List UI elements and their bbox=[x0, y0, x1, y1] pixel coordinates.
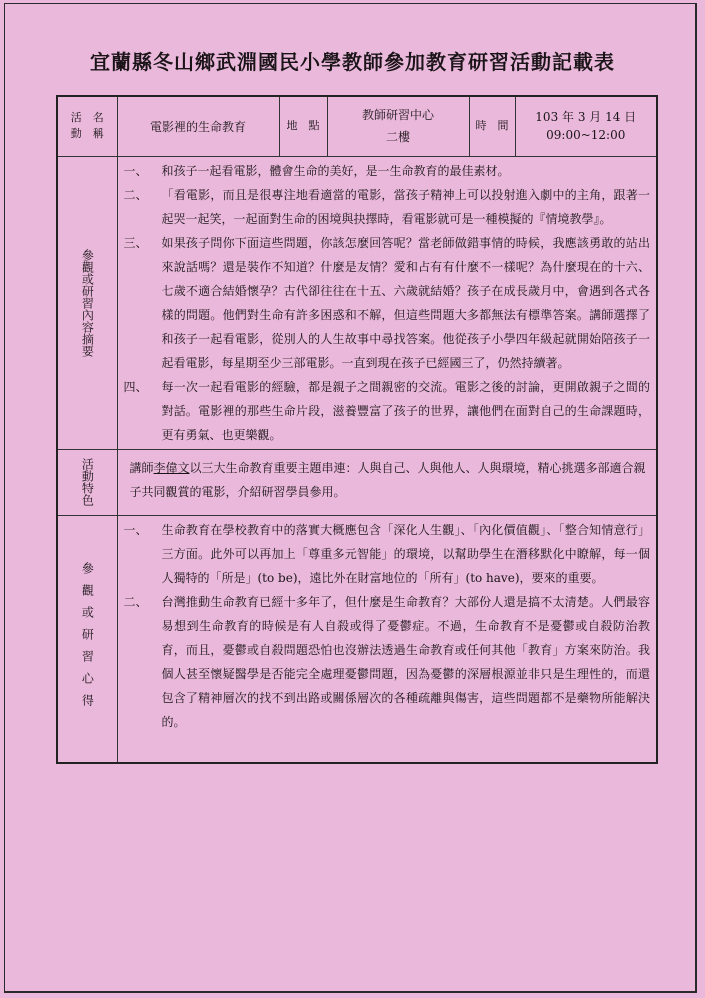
date-value: 103 年 3 月 14 日 bbox=[535, 110, 637, 125]
item-number: 二、 bbox=[123, 594, 148, 609]
item-text: 每一次一起看電影的經驗，都是親子之間親密的交流。電影之後的討論，更開啟親子之間的對話。電影裡的那些生命片段，滋養豐富了孩子的世界，讓他們在面對自己的生命課題時，更有勇氣、也更樂觀。 bbox=[161, 379, 650, 442]
features-content bbox=[117, 449, 657, 515]
summary-list bbox=[118, 157, 657, 449]
record-form-table bbox=[56, 95, 658, 764]
summary-label: 參觀或研習內容摘要 bbox=[80, 248, 95, 357]
item-text: 「看電影，而且是很專注地看適當的電影，當孩子精神上可以投射進入劇中的主角，跟著一起哭一起笑，一起面對生命的困境與抉擇時，看電影就可是一種模擬的『情境教學』。 bbox=[161, 187, 650, 226]
summary-row bbox=[57, 156, 657, 449]
features-post: 以三大生命教育重要主題串連：人與自己、人與他人、人與環境，精心挑選多部適合親子共同觀賞的電影，介紹研習學員參用。 bbox=[129, 460, 646, 499]
item-text: 生命教育在學校教育中的落實大概應包含「深化人生觀」、「內化價值觀」、「整合知情意行」三方面。此外可以再加上「尊重多元智能」的環境，以幫助學生在潛移默化中瞭解，每一個人獨特的「所是」(to be)，遠比外在財富地位的「所有」(to have)，要來的重要。 bbox=[161, 522, 650, 585]
features-label-cell bbox=[57, 449, 117, 515]
summary-item bbox=[124, 159, 651, 183]
location-value bbox=[327, 96, 469, 156]
time-label: 時 間 bbox=[469, 96, 515, 156]
features-text bbox=[118, 450, 657, 508]
activity-name-value: 電影裡的生命教育 bbox=[117, 96, 279, 156]
time-range-value: 09:00~12:00 bbox=[546, 128, 626, 143]
form-title: 宜蘭縣冬山鄉武淵國民小學教師參加教育研習活動記載表 bbox=[90, 50, 615, 74]
item-text: 如果孩子問你下面這些問題，你該怎麼回答呢？當老師做錯事情的時候，我應該勇敢的站出來說話嗎？還是裝作不知道？什麼是友情？愛和占有有什麼不一樣呢？為什麼現在的十六、七歲不適合結婚懷孕？古代卻往往在十五、六歲就結婚？孩子在成長歲月中，會遇到各式各樣的問題。他們對生命有許多困惑和不解，但這些問題大多都無法有標準答案。講師選擇了和孩子一起看電影，從別人的人生故事中尋找答案。他從孩子小學四年級起就開始陪孩子一起看電影，每星期至少三部電影。一直到現在孩子已經國三了，仍然持續著。 bbox=[161, 235, 650, 370]
summary-item bbox=[124, 375, 651, 447]
item-text: 和孩子一起看電影，體會生命的美好，是一生命教育的最佳素材。 bbox=[161, 163, 510, 178]
reflection-label-cell bbox=[57, 515, 117, 763]
summary-label-cell bbox=[57, 156, 117, 449]
reflection-row bbox=[57, 515, 657, 763]
lecturer-name: 李偉文 bbox=[153, 460, 190, 475]
item-text: 台灣推動生命教育已經十多年了，但什麼是生命教育？大部份人還是搞不太清楚。人們最容易想到生命教育的時候是有人自殺或得了憂鬱症。不過，生命教育不是憂鬱或自殺防治教育，而且，憂鬱或自殺問題恐怕也沒辦法透過生命教育或任何其他「教育」方案來防治。我個人甚至懷疑醫學是否能完全處理憂鬱問題，因為憂鬱的深層根源並非只是生理性的，而還包含了精神層次的找不到出路或關係層次的各種疏離與傷害，這些問題都不是藥物所能解決的。 bbox=[161, 594, 650, 729]
features-label: 活動特色 bbox=[80, 458, 95, 506]
activity-name-label-line1: 活 名 bbox=[70, 111, 104, 125]
location-line2: 二樓 bbox=[385, 130, 410, 145]
item-number: 二、 bbox=[123, 187, 148, 202]
header-row bbox=[57, 96, 657, 156]
item-number: 三、 bbox=[123, 235, 148, 250]
summary-item bbox=[124, 183, 651, 231]
item-number: 四、 bbox=[123, 379, 148, 394]
location-label: 地 點 bbox=[279, 96, 327, 156]
features-row bbox=[57, 449, 657, 515]
item-number: 一、 bbox=[123, 522, 148, 537]
summary-item bbox=[124, 231, 651, 375]
item-number: 一、 bbox=[123, 163, 148, 178]
activity-name-label bbox=[57, 96, 117, 156]
location-line1: 教師研習中心 bbox=[361, 108, 434, 123]
summary-content bbox=[117, 156, 657, 449]
reflection-item bbox=[124, 590, 651, 734]
reflection-list bbox=[118, 516, 657, 736]
reflection-item bbox=[124, 518, 651, 590]
features-pre: 講師 bbox=[129, 460, 154, 475]
reflection-label: 參觀或研習心得 bbox=[80, 561, 95, 716]
reflection-content bbox=[117, 515, 657, 763]
time-value bbox=[515, 96, 657, 156]
activity-name-label-line2: 動 稱 bbox=[70, 127, 104, 141]
